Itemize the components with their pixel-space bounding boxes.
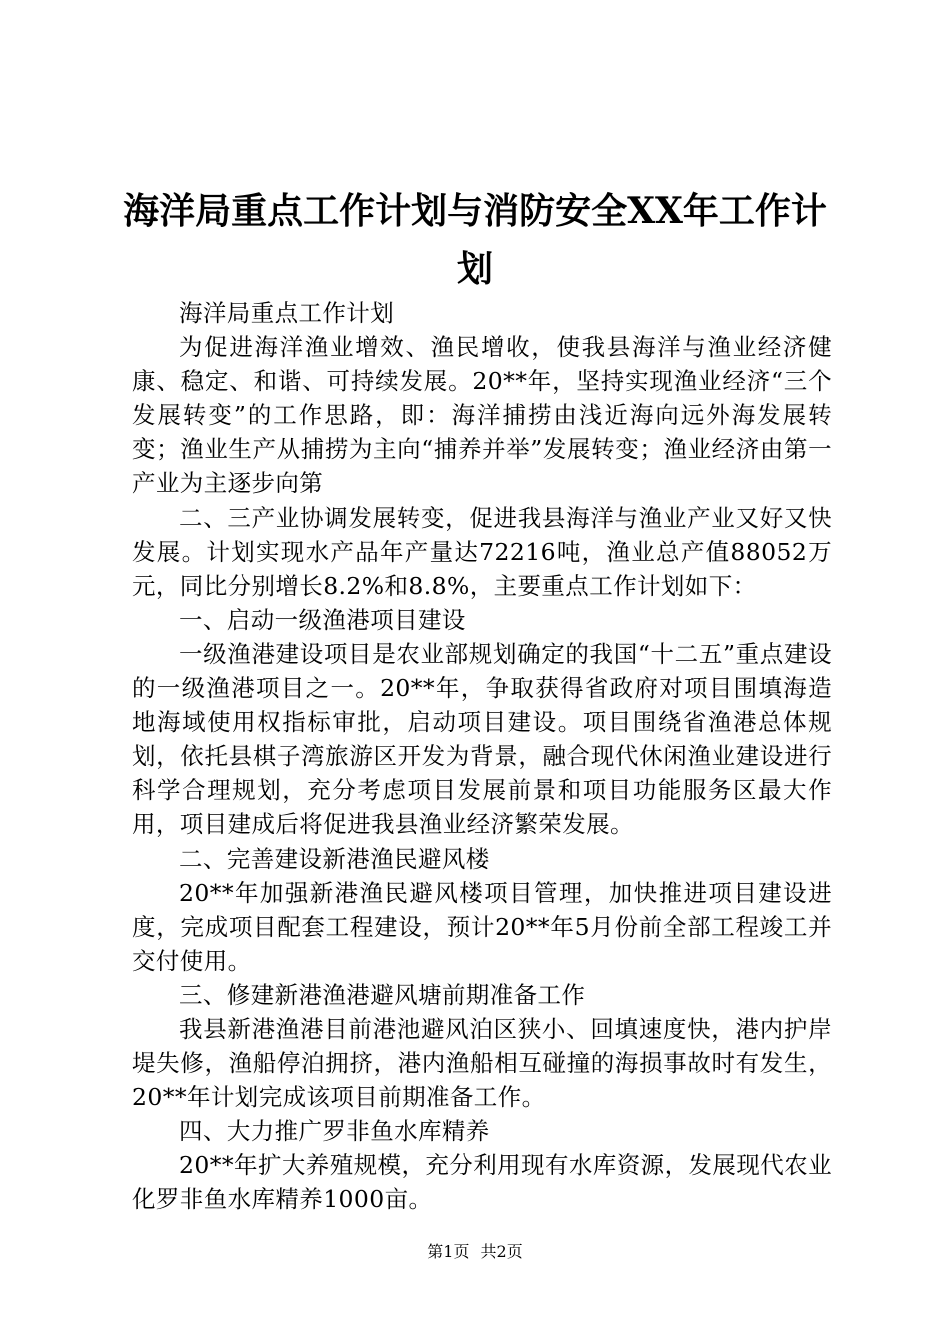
section-heading: 三、修建新港渔港避风塘前期准备工作	[179, 980, 586, 1009]
page-total: 共2页	[480, 1242, 523, 1261]
document-body	[132, 296, 832, 1217]
section-heading: 海洋局重点工作计划	[179, 299, 395, 327]
body-paragraph: 二、三产业协调发展转变，促进我县海洋与渔业产业又好又快发展。计划实现水产品年产量达72216吨，渔业总产值88052万元，同比分别增长8.2%和8.8%，主要重点工作计划如下：	[132, 503, 832, 600]
page-number: 第1页	[427, 1242, 470, 1261]
section-heading: 二、完善建设新港渔民避风楼	[179, 844, 490, 873]
body-paragraph: 20**年扩大养殖规模，充分利用现有水库资源，发展现代农业化罗非鱼水库精养1000亩。	[132, 1151, 832, 1214]
body-paragraph: 我县新港渔港目前港池避风泊区狭小、回填速度快，港内护岸堤失修，渔船停泊拥挤，港内渔船相互碰撞的海损事故时有发生，20**年计划完成该项目前期准备工作。	[132, 1014, 832, 1112]
body-paragraph: 为促进海洋渔业增效、渔民增收，使我县海洋与渔业经济健康、稳定、和谐、可持续发展。20**年，坚持实现渔业经济“三个发展转变”的工作思路，即：海洋捕捞由浅近海向远外海发展转变；渔业生产从捕捞为主向“捕养并举”发展转变；渔业经济由第一产业为主逐步向第	[132, 333, 832, 498]
page-footer	[0, 1240, 950, 1264]
document-title: 海洋局重点工作计划与消防安全XX年工作计划	[123, 190, 827, 290]
body-paragraph: 一级渔港建设项目是农业部规划确定的我国“十二五”重点建设的一级渔港项目之一。20**年，争取获得省政府对项目围填海造地海域使用权指标审批，启动项目建设。项目围绕省渔港总体规划，依托县棋子湾旅游区开发为背景，融合现代休闲渔业建设进行科学合理规划，充分考虑项目发展前景和项目功能服务区最大作用，项目建成后将促进我县渔业经济繁荣发展。	[132, 639, 832, 839]
section-heading: 一、启动一级渔港项目建设	[179, 605, 466, 634]
body-paragraph: 20**年加强新港渔民避风楼项目管理，加快推进项目建设进度，完成项目配套工程建设，预计20**年5月份前全部工程竣工并交付使用。	[132, 878, 832, 975]
section-heading: 四、大力推广罗非鱼水库精养	[179, 1117, 490, 1146]
